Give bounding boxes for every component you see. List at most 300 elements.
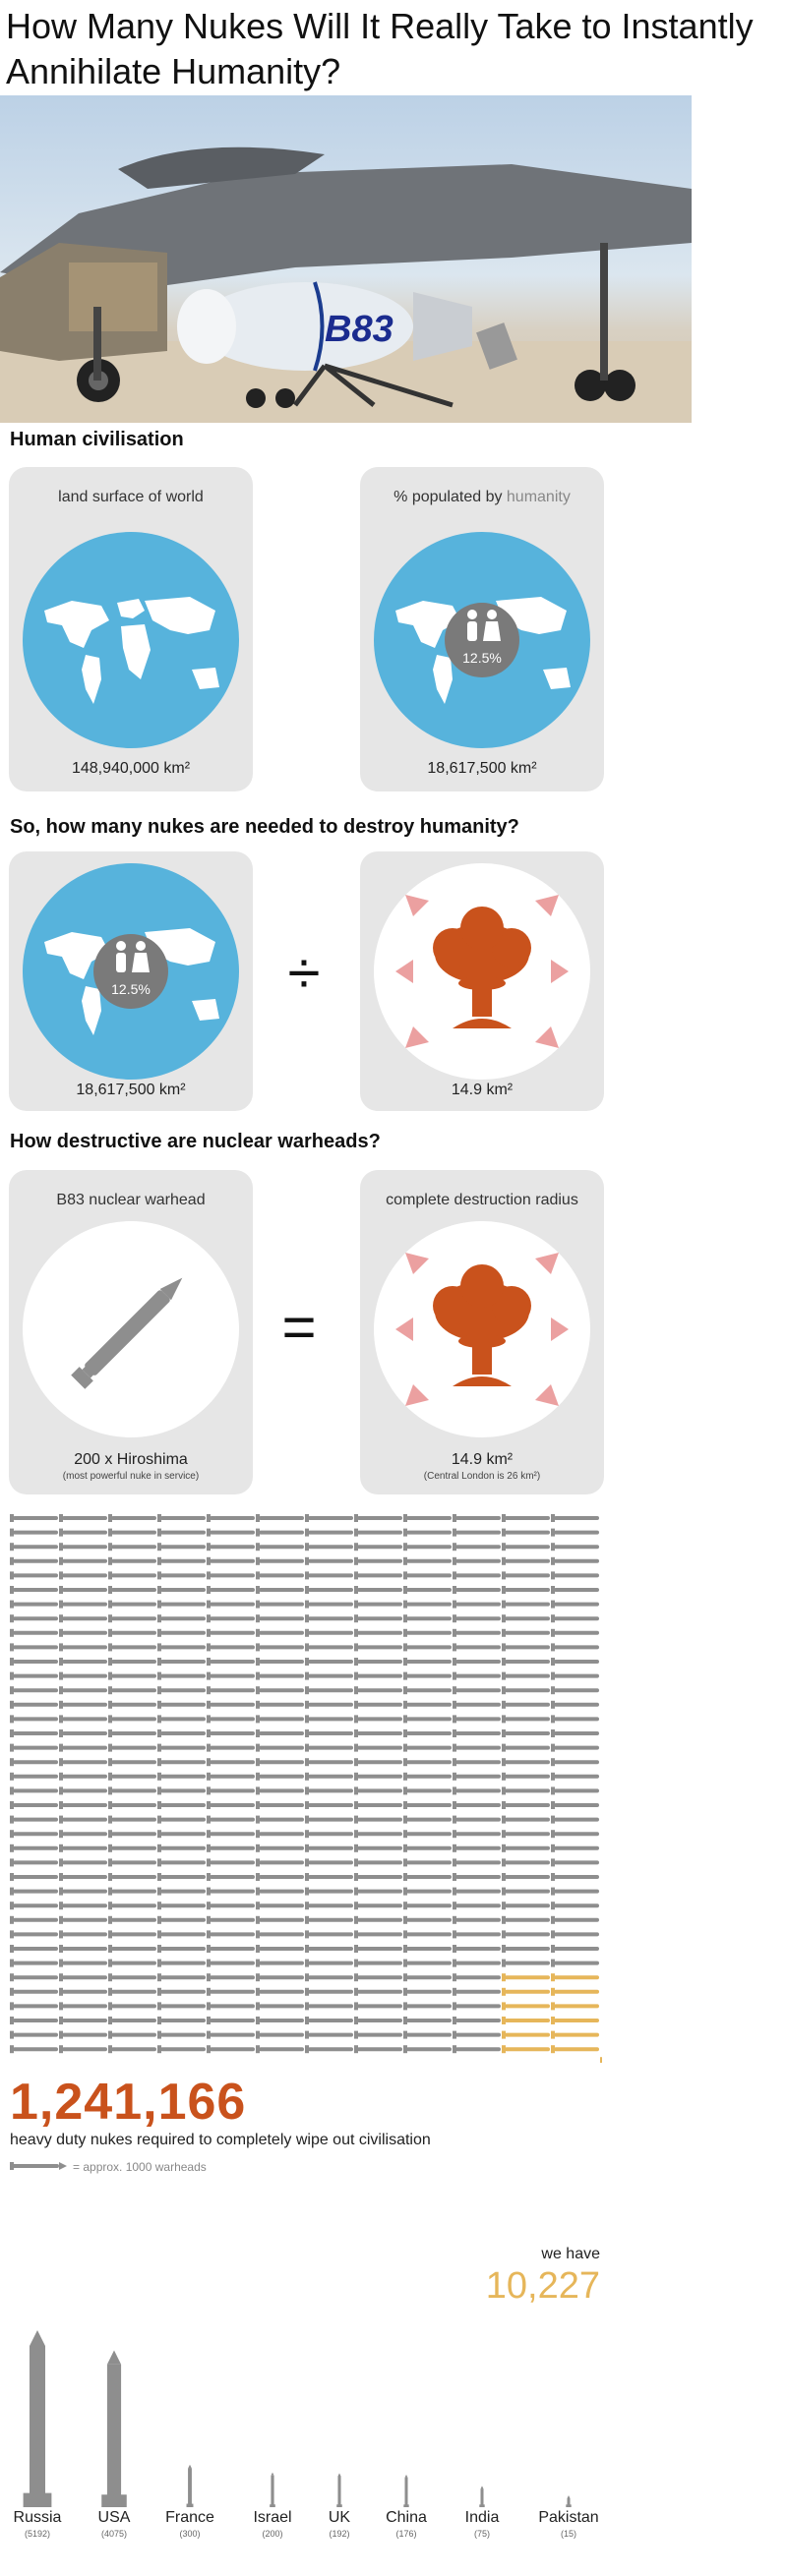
warhead-unit bbox=[108, 1930, 156, 1938]
country-count: (75) bbox=[473, 2529, 490, 2539]
warhead-unit bbox=[551, 1729, 599, 1737]
warhead-unit bbox=[502, 1601, 550, 1609]
warhead-unit bbox=[10, 1973, 58, 1981]
warhead-unit bbox=[108, 1629, 156, 1637]
warhead-unit bbox=[551, 1816, 599, 1824]
warhead-unit bbox=[59, 1960, 107, 1967]
warhead-unit bbox=[453, 1844, 501, 1852]
warhead-unit bbox=[108, 1786, 156, 1794]
warhead-unit bbox=[551, 1786, 599, 1794]
warhead-unit bbox=[403, 2002, 452, 2010]
warhead-unit bbox=[157, 1557, 206, 1565]
warhead-unit bbox=[256, 1643, 304, 1651]
warhead-unit bbox=[207, 1801, 255, 1809]
warhead-unit bbox=[59, 2031, 107, 2039]
warhead-unit bbox=[551, 1902, 599, 1909]
warhead-unit bbox=[502, 1715, 550, 1723]
warhead-unit bbox=[453, 1973, 501, 1981]
warhead-unit bbox=[305, 1960, 353, 1967]
warhead-unit bbox=[354, 1758, 402, 1766]
warhead-unit bbox=[10, 1586, 58, 1594]
warhead-unit bbox=[207, 1916, 255, 1924]
warhead-unit bbox=[207, 1658, 255, 1666]
country-warhead-bar bbox=[403, 2475, 408, 2507]
warhead-unit bbox=[207, 1543, 255, 1551]
warhead-unit bbox=[502, 2017, 550, 2024]
warhead-unit bbox=[157, 1930, 206, 1938]
warhead-unit bbox=[551, 1773, 599, 1781]
warhead-unit bbox=[256, 1629, 304, 1637]
warhead-unit bbox=[403, 1658, 452, 1666]
warhead-unit bbox=[207, 1844, 255, 1852]
warhead-unit bbox=[305, 1773, 353, 1781]
warhead-unit bbox=[305, 1601, 353, 1609]
warhead-unit bbox=[305, 1973, 353, 1981]
warhead-unit bbox=[354, 1614, 402, 1622]
warhead-unit bbox=[502, 1729, 550, 1737]
warhead-unit bbox=[207, 1902, 255, 1909]
warhead-unit bbox=[256, 1672, 304, 1680]
warhead-unit bbox=[108, 1557, 156, 1565]
card-label bbox=[360, 489, 604, 506]
warhead-unit bbox=[305, 1586, 353, 1594]
country-name: USA bbox=[97, 2509, 131, 2526]
warhead-unit bbox=[207, 1773, 255, 1781]
warhead-unit bbox=[157, 1643, 206, 1651]
warhead-unit bbox=[256, 1744, 304, 1752]
warhead-unit bbox=[305, 1786, 353, 1794]
warhead-unit bbox=[305, 1816, 353, 1824]
warhead-unit bbox=[108, 1543, 156, 1551]
card-note: (Central London is 26 km²) bbox=[423, 1471, 541, 1482]
warhead-unit bbox=[108, 1902, 156, 1909]
warhead-unit bbox=[108, 1672, 156, 1680]
warhead-unit bbox=[59, 1773, 107, 1781]
warhead-unit bbox=[157, 1601, 206, 1609]
warhead-unit bbox=[59, 1744, 107, 1752]
country-labels bbox=[0, 2509, 630, 2568]
warhead-unit bbox=[502, 1960, 550, 1967]
warhead-unit bbox=[305, 1888, 353, 1896]
warhead-unit bbox=[10, 2002, 58, 2010]
warhead-unit bbox=[157, 1672, 206, 1680]
warhead-unit bbox=[10, 1729, 58, 1737]
warhead-unit bbox=[453, 2002, 501, 2010]
warhead-unit bbox=[10, 1514, 58, 1522]
warhead-unit bbox=[453, 1930, 501, 1938]
warhead-unit bbox=[59, 1988, 107, 1996]
country-name: France bbox=[165, 2509, 214, 2526]
warhead-unit bbox=[305, 2045, 353, 2053]
warhead-unit bbox=[453, 1529, 501, 1537]
warhead-unit bbox=[59, 1658, 107, 1666]
warhead-unit bbox=[502, 1988, 550, 1996]
warhead-unit bbox=[354, 1543, 402, 1551]
warhead-unit bbox=[256, 1801, 304, 1809]
warhead-unit bbox=[354, 1672, 402, 1680]
warhead-unit bbox=[403, 1758, 452, 1766]
warhead-unit bbox=[453, 1729, 501, 1737]
warhead-unit bbox=[403, 1557, 452, 1565]
warhead-unit bbox=[354, 1514, 402, 1522]
warhead-unit bbox=[453, 1773, 501, 1781]
warhead-unit bbox=[551, 1686, 599, 1694]
percent-label: 12.5% bbox=[462, 650, 502, 666]
warhead-unit bbox=[10, 1960, 58, 1967]
warhead-unit bbox=[108, 1601, 156, 1609]
warhead-unit bbox=[354, 1888, 402, 1896]
warhead-unit bbox=[551, 1701, 599, 1709]
warhead-unit bbox=[59, 1514, 107, 1522]
warhead-unit bbox=[108, 1873, 156, 1881]
warhead-unit bbox=[502, 2045, 550, 2053]
warhead-unit bbox=[551, 1643, 599, 1651]
country-count: (4075) bbox=[100, 2529, 127, 2539]
warhead-unit bbox=[502, 1801, 550, 1809]
warhead-unit bbox=[354, 1686, 402, 1694]
warhead-unit bbox=[354, 1902, 402, 1909]
warhead-unit bbox=[108, 1773, 156, 1781]
warhead-unit bbox=[108, 1686, 156, 1694]
we-have-label: we have bbox=[541, 2246, 600, 2262]
warhead-unit bbox=[403, 1960, 452, 1967]
warhead-unit bbox=[403, 1930, 452, 1938]
warhead-unit bbox=[305, 1514, 353, 1522]
warhead-unit bbox=[256, 1686, 304, 1694]
warhead-unit bbox=[108, 1758, 156, 1766]
warhead-unit bbox=[354, 1701, 402, 1709]
country-name: Pakistan bbox=[538, 2509, 599, 2526]
warhead-unit bbox=[10, 1672, 58, 1680]
warhead-unit bbox=[403, 1601, 452, 1609]
warhead-unit bbox=[551, 2045, 599, 2053]
country-count: (300) bbox=[179, 2529, 201, 2539]
warhead-unit bbox=[10, 1844, 58, 1852]
warhead-unit bbox=[59, 1916, 107, 1924]
warhead-unit bbox=[108, 1988, 156, 1996]
warhead-unit bbox=[354, 1960, 402, 1967]
country-warhead-bar bbox=[187, 2465, 194, 2507]
warhead-unit bbox=[502, 1973, 550, 1981]
warhead-unit bbox=[10, 1686, 58, 1694]
warhead-unit bbox=[453, 1801, 501, 1809]
country-warhead-bar bbox=[479, 2486, 484, 2507]
warhead-unit bbox=[551, 1744, 599, 1752]
warhead-unit bbox=[10, 1786, 58, 1794]
warhead-unit bbox=[256, 1960, 304, 1967]
warhead-unit bbox=[59, 1888, 107, 1896]
warhead-unit bbox=[502, 1888, 550, 1896]
warhead-unit bbox=[108, 1614, 156, 1622]
warhead-unit bbox=[59, 1715, 107, 1723]
warhead-unit bbox=[59, 1586, 107, 1594]
warhead-unit bbox=[10, 1988, 58, 1996]
warhead-unit bbox=[157, 1858, 206, 1866]
warhead-unit bbox=[403, 1888, 452, 1896]
warhead-unit bbox=[551, 1973, 599, 1981]
warhead-unit bbox=[551, 1571, 599, 1579]
warhead-unit bbox=[551, 2031, 599, 2039]
warhead-unit bbox=[157, 1988, 206, 1996]
warhead-unit bbox=[551, 1930, 599, 1938]
warhead-unit bbox=[502, 1672, 550, 1680]
warhead-unit bbox=[256, 1945, 304, 1953]
warhead-unit bbox=[453, 1601, 501, 1609]
warhead-unit bbox=[305, 1629, 353, 1637]
warhead-unit bbox=[256, 1529, 304, 1537]
warhead-unit bbox=[59, 1529, 107, 1537]
warhead-unit bbox=[10, 1658, 58, 1666]
warhead-unit bbox=[10, 1701, 58, 1709]
country-count: (15) bbox=[560, 2529, 576, 2539]
warhead-unit bbox=[207, 2045, 255, 2053]
warhead-unit bbox=[551, 1830, 599, 1838]
warhead-unit bbox=[502, 1786, 550, 1794]
warhead-unit bbox=[403, 1801, 452, 1809]
warhead-unit bbox=[10, 1557, 58, 1565]
section-heading-civilisation: Human civilisation bbox=[10, 429, 184, 450]
warhead-unit bbox=[10, 1543, 58, 1551]
warhead-unit bbox=[502, 1844, 550, 1852]
required-nukes-number: 1,241,166 bbox=[10, 2074, 247, 2131]
warhead-unit bbox=[59, 1830, 107, 1838]
warhead-unit bbox=[354, 1715, 402, 1723]
warhead-unit bbox=[59, 1557, 107, 1565]
warhead-unit bbox=[157, 1744, 206, 1752]
warhead-unit bbox=[157, 1543, 206, 1551]
warhead-unit bbox=[502, 1902, 550, 1909]
warhead-unit bbox=[551, 2002, 599, 2010]
warhead-unit bbox=[305, 1529, 353, 1537]
warhead-grid bbox=[0, 1512, 620, 2063]
warhead-unit bbox=[403, 1586, 452, 1594]
warhead-unit bbox=[502, 1571, 550, 1579]
warhead-unit bbox=[10, 1773, 58, 1781]
page-title: How Many Nukes Will It Really Take to Instantly Annihilate Humanity? bbox=[6, 6, 754, 91]
bomber-illustration bbox=[0, 95, 692, 423]
warhead-unit bbox=[453, 1873, 501, 1881]
warhead-unit bbox=[108, 1973, 156, 1981]
warhead-unit bbox=[305, 2031, 353, 2039]
warhead-unit bbox=[551, 1858, 599, 1866]
warhead-unit bbox=[354, 1773, 402, 1781]
warhead-unit bbox=[453, 1830, 501, 1838]
warhead-unit bbox=[256, 1916, 304, 1924]
warhead-unit bbox=[502, 1614, 550, 1622]
mushroom-cloud-icon bbox=[374, 1221, 590, 1437]
warhead-unit bbox=[157, 1729, 206, 1737]
warhead-unit bbox=[453, 2017, 501, 2024]
warhead-unit bbox=[207, 1672, 255, 1680]
warhead-unit bbox=[108, 1816, 156, 1824]
warhead-unit bbox=[157, 1571, 206, 1579]
warhead-unit bbox=[305, 1873, 353, 1881]
warhead-unit bbox=[551, 1801, 599, 1809]
warhead-unit bbox=[207, 1715, 255, 1723]
warhead-unit bbox=[59, 1801, 107, 1809]
warhead-unit bbox=[354, 1916, 402, 1924]
warhead-unit bbox=[453, 1629, 501, 1637]
country-count: (192) bbox=[329, 2529, 350, 2539]
warhead-unit bbox=[108, 2045, 156, 2053]
warhead-unit bbox=[10, 1830, 58, 1838]
warhead-unit bbox=[207, 1571, 255, 1579]
card-value: 148,940,000 km² bbox=[71, 760, 191, 777]
warhead-unit bbox=[354, 1557, 402, 1565]
warhead-unit bbox=[10, 1945, 58, 1953]
section-heading-how-many: So, how many nukes are needed to destroy humanity? bbox=[10, 816, 519, 838]
warhead-icon bbox=[23, 1221, 239, 1437]
warhead-unit bbox=[403, 1514, 452, 1522]
card-value: 18,617,500 km² bbox=[76, 1082, 186, 1098]
warhead-unit bbox=[502, 1930, 550, 1938]
warhead-unit bbox=[354, 1629, 402, 1637]
warhead-unit bbox=[403, 1816, 452, 1824]
warhead-unit bbox=[403, 1773, 452, 1781]
warhead-unit bbox=[256, 1930, 304, 1938]
warhead-unit bbox=[108, 2002, 156, 2010]
warhead-unit bbox=[10, 1888, 58, 1896]
warhead-unit bbox=[305, 1557, 353, 1565]
warhead-unit bbox=[453, 1614, 501, 1622]
warhead-unit bbox=[354, 2045, 402, 2053]
card-value: 200 x Hiroshima bbox=[74, 1451, 188, 1468]
world-globe-icon bbox=[23, 863, 239, 1080]
warhead-unit bbox=[354, 1643, 402, 1651]
warhead-unit bbox=[453, 2031, 501, 2039]
warhead-unit bbox=[207, 1529, 255, 1537]
warhead-unit bbox=[108, 1701, 156, 1709]
warhead-unit bbox=[305, 1844, 353, 1852]
warhead-unit bbox=[207, 1930, 255, 1938]
warhead-unit bbox=[256, 2045, 304, 2053]
warhead-unit bbox=[305, 2002, 353, 2010]
warhead-unit bbox=[403, 1830, 452, 1838]
warhead-unit bbox=[551, 1514, 599, 1522]
warhead-unit bbox=[108, 2017, 156, 2024]
warhead-unit bbox=[207, 1629, 255, 1637]
warhead-unit bbox=[305, 1715, 353, 1723]
warhead-unit bbox=[108, 1960, 156, 1967]
warhead-unit bbox=[157, 1701, 206, 1709]
warhead-unit bbox=[157, 1786, 206, 1794]
warhead-unit bbox=[403, 2017, 452, 2024]
warhead-unit bbox=[59, 1543, 107, 1551]
country-count: (200) bbox=[262, 2529, 283, 2539]
warhead-unit bbox=[502, 2031, 550, 2039]
warhead-unit bbox=[256, 1601, 304, 1609]
warhead-unit bbox=[59, 1816, 107, 1824]
warhead-unit bbox=[551, 1557, 599, 1565]
warhead-unit bbox=[10, 1614, 58, 1622]
warhead-unit bbox=[256, 1571, 304, 1579]
warhead-unit bbox=[59, 1701, 107, 1709]
warhead-unit bbox=[256, 1888, 304, 1896]
warhead-unit bbox=[10, 2017, 58, 2024]
warhead-unit bbox=[108, 1571, 156, 1579]
warhead-unit bbox=[354, 2031, 402, 2039]
warhead-unit bbox=[354, 1858, 402, 1866]
warhead-unit bbox=[551, 1988, 599, 1996]
country-count: (5192) bbox=[24, 2529, 50, 2539]
warhead-unit bbox=[305, 1744, 353, 1752]
warhead-unit bbox=[256, 1758, 304, 1766]
card-label: complete destruction radius bbox=[386, 1192, 578, 1208]
warhead-unit bbox=[59, 1786, 107, 1794]
warhead-unit bbox=[108, 1658, 156, 1666]
warhead-unit bbox=[10, 1715, 58, 1723]
warhead-unit bbox=[502, 2002, 550, 2010]
warhead-unit bbox=[305, 1945, 353, 1953]
warhead-unit bbox=[354, 1830, 402, 1838]
warhead-unit bbox=[502, 1658, 550, 1666]
warhead-unit bbox=[207, 1973, 255, 1981]
warhead-unit bbox=[59, 2017, 107, 2024]
warhead-unit bbox=[502, 1529, 550, 1537]
country-warhead-chart bbox=[0, 2311, 630, 2517]
warhead-unit bbox=[502, 1543, 550, 1551]
warhead-unit bbox=[59, 2045, 107, 2053]
warhead-unit bbox=[157, 1830, 206, 1838]
warhead-unit bbox=[354, 1729, 402, 1737]
warhead-unit bbox=[453, 1744, 501, 1752]
warhead-unit bbox=[502, 1557, 550, 1565]
card-value: 14.9 km² bbox=[451, 1451, 514, 1468]
warhead-unit bbox=[59, 1945, 107, 1953]
warhead-unit bbox=[403, 1629, 452, 1637]
warhead-unit bbox=[502, 1643, 550, 1651]
warhead-unit bbox=[157, 1873, 206, 1881]
warhead-unit bbox=[157, 1758, 206, 1766]
warhead-unit bbox=[453, 1786, 501, 1794]
warhead-unit bbox=[59, 2002, 107, 2010]
warhead-unit bbox=[108, 1744, 156, 1752]
world-globe-icon bbox=[23, 532, 239, 748]
warhead-unit bbox=[551, 1658, 599, 1666]
warhead-unit bbox=[403, 1858, 452, 1866]
warhead-unit bbox=[108, 1643, 156, 1651]
warhead-unit bbox=[453, 1988, 501, 1996]
warhead-unit bbox=[256, 1543, 304, 1551]
warhead-unit bbox=[10, 1744, 58, 1752]
warhead-unit bbox=[10, 1873, 58, 1881]
warhead-unit bbox=[305, 1614, 353, 1622]
warhead-unit bbox=[59, 1902, 107, 1909]
warhead-unit bbox=[453, 1672, 501, 1680]
card-label: B83 nuclear warhead bbox=[56, 1192, 206, 1208]
required-nukes-text: heavy duty nukes required to completely wipe out civilisation bbox=[10, 2132, 431, 2148]
warhead-unit bbox=[403, 1686, 452, 1694]
warhead-unit bbox=[157, 1801, 206, 1809]
warhead-unit bbox=[59, 1858, 107, 1866]
warhead-unit bbox=[551, 1601, 599, 1609]
warhead-unit bbox=[403, 1701, 452, 1709]
country-name: Russia bbox=[13, 2509, 62, 2526]
warhead-unit bbox=[502, 1514, 550, 1522]
country-name: China bbox=[386, 2509, 427, 2526]
warhead-unit bbox=[453, 1960, 501, 1967]
warhead-unit bbox=[108, 1729, 156, 1737]
legend-warhead-icon bbox=[10, 2159, 69, 2173]
warhead-unit bbox=[403, 1729, 452, 1737]
warhead-unit bbox=[403, 1543, 452, 1551]
warhead-unit bbox=[59, 1571, 107, 1579]
warhead-unit bbox=[207, 1816, 255, 1824]
warhead-unit bbox=[305, 1758, 353, 1766]
warhead-unit bbox=[157, 2017, 206, 2024]
card-destruction-radius bbox=[360, 1170, 604, 1494]
warhead-unit bbox=[354, 1801, 402, 1809]
